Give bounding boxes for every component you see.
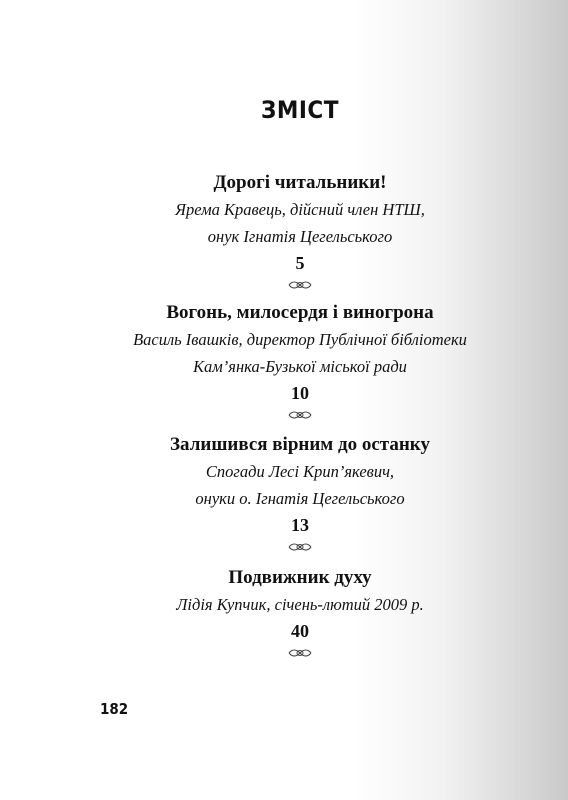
toc-entry-author: онуки о. Ігнатія Цегельського: [195, 489, 405, 508]
toc-entry: [0, 170, 568, 290]
toc-entry-title: Подвижник духу: [228, 567, 372, 588]
toc-entry-author: Василь Івашків, директор Публічної бібліотеки: [133, 330, 467, 349]
toc-entry-page: 5: [295, 253, 305, 273]
toc-entry-author: Спогади Лесі Крип’якевич,: [205, 462, 395, 481]
toc-entry: [0, 432, 568, 552]
toc-entry-title: Залишився вірним до останку: [170, 434, 430, 455]
page-number: 182: [100, 700, 129, 718]
toc-entry: [0, 300, 568, 420]
ornament-icon: [288, 280, 312, 290]
ornament-icon: [288, 648, 312, 658]
toc-entry-page: 13: [291, 515, 309, 535]
toc-entry-title: Вогонь, милосердя і виногрона: [166, 302, 434, 323]
toc-entry-page: 40: [291, 621, 309, 641]
ornament-icon: [288, 542, 312, 552]
toc-entry-author: онук Ігнатія Цегельського: [207, 227, 393, 246]
toc-entry: [0, 565, 568, 658]
toc-entry-page: 10: [291, 383, 309, 403]
toc-entry-author: Лідія Купчик, січень-лютий 2009 р.: [176, 595, 424, 614]
toc-entry-author: Ярема Кравець, дійсний член НТШ,: [175, 200, 425, 219]
toc-entry-title: Дорогі читальники!: [213, 172, 387, 193]
ornament-icon: [288, 410, 312, 420]
page-title: ЗМІСТ: [261, 96, 339, 124]
toc-entry-author: Кам’янка-Бузької міської ради: [193, 357, 407, 376]
